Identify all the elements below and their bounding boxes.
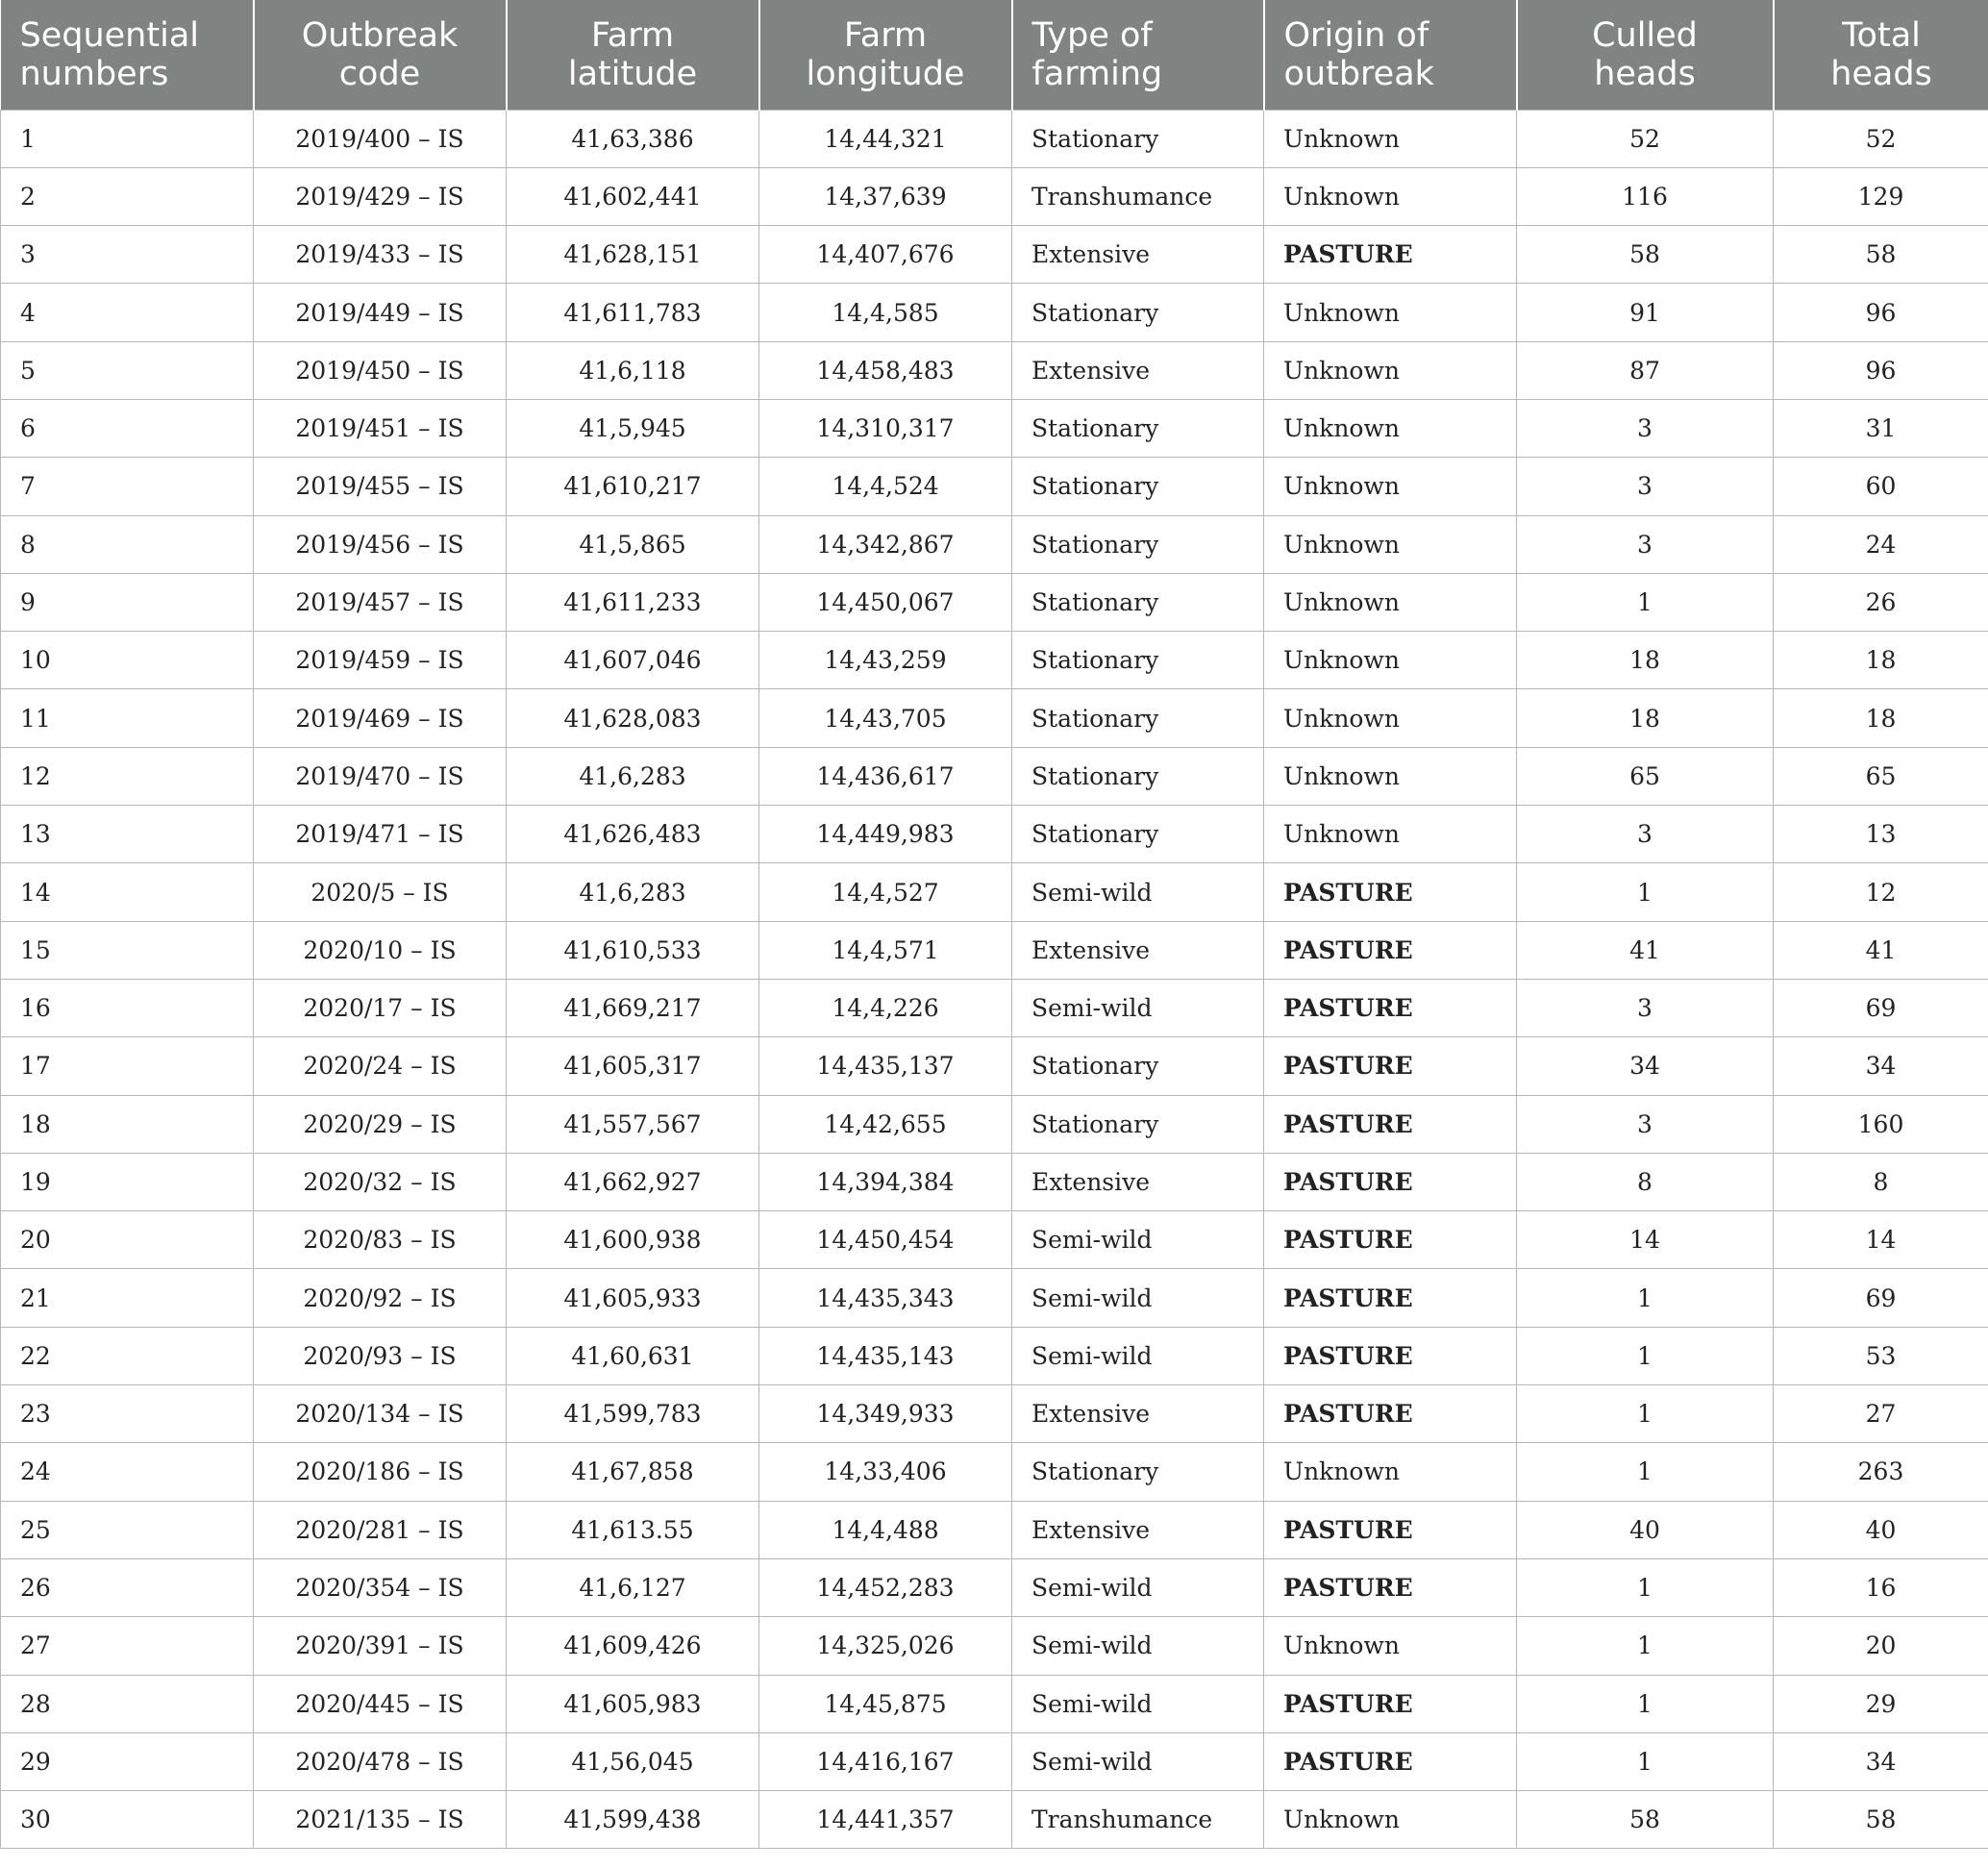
cell-origin-of-outbreak: Unknown (1264, 1617, 1517, 1675)
cell-farm-longitude: 14,325,026 (759, 1617, 1012, 1675)
cell-culled-heads: 1 (1517, 1443, 1774, 1501)
cell-origin-of-outbreak: PASTURE (1264, 1095, 1517, 1153)
table-row (1, 747, 1988, 805)
table-row (1, 110, 1988, 167)
cell-farm-latitude: 41,600,938 (507, 1211, 759, 1269)
cell-farm-latitude: 41,610,533 (507, 921, 759, 979)
cell-origin-of-outbreak: Unknown (1264, 1791, 1517, 1849)
cell-total-heads: 27 (1774, 1385, 1988, 1443)
cell-outbreak-code: 2021/135 – IS (254, 1791, 507, 1849)
cell-outbreak-code: 2020/29 – IS (254, 1095, 507, 1153)
cell-outbreak-code: 2020/83 – IS (254, 1211, 507, 1269)
cell-farm-latitude: 41,626,483 (507, 806, 759, 863)
cell-outbreak-code: 2020/93 – IS (254, 1327, 507, 1384)
cell-culled-heads: 34 (1517, 1037, 1774, 1095)
cell-sequential-number: 27 (1, 1617, 254, 1675)
cell-origin-of-outbreak: PASTURE (1264, 1037, 1517, 1095)
cell-farm-latitude: 41,60,631 (507, 1327, 759, 1384)
cell-total-heads: 58 (1774, 226, 1988, 284)
cell-farm-latitude: 41,628,083 (507, 689, 759, 747)
cell-origin-of-outbreak: Unknown (1264, 284, 1517, 341)
table-row (1, 515, 1988, 573)
cell-outbreak-code: 2020/10 – IS (254, 921, 507, 979)
cell-origin-of-outbreak: PASTURE (1264, 1385, 1517, 1443)
cell-total-heads: 14 (1774, 1211, 1988, 1269)
cell-culled-heads: 3 (1517, 806, 1774, 863)
cell-culled-heads: 1 (1517, 1269, 1774, 1327)
cell-sequential-number: 7 (1, 458, 254, 515)
cell-type-of-farming: Stationary (1012, 689, 1264, 747)
cell-outbreak-code: 2020/92 – IS (254, 1269, 507, 1327)
cell-origin-of-outbreak: PASTURE (1264, 979, 1517, 1036)
cell-type-of-farming: Stationary (1012, 573, 1264, 631)
cell-farm-latitude: 41,6,283 (507, 747, 759, 805)
cell-sequential-number: 1 (1, 110, 254, 167)
cell-farm-latitude: 41,662,927 (507, 1153, 759, 1210)
cell-farm-latitude: 41,611,233 (507, 573, 759, 631)
cell-outbreak-code: 2019/456 – IS (254, 515, 507, 573)
cell-farm-latitude: 41,599,783 (507, 1385, 759, 1443)
cell-origin-of-outbreak: PASTURE (1264, 226, 1517, 284)
cell-sequential-number: 15 (1, 921, 254, 979)
cell-total-heads: 18 (1774, 632, 1988, 689)
cell-total-heads: 20 (1774, 1617, 1988, 1675)
cell-farm-latitude: 41,67,858 (507, 1443, 759, 1501)
table-header (1, 0, 1988, 110)
cell-type-of-farming: Semi-wild (1012, 1617, 1264, 1675)
cell-type-of-farming: Extensive (1012, 1153, 1264, 1210)
cell-total-heads: 65 (1774, 747, 1988, 805)
cell-culled-heads: 1 (1517, 1732, 1774, 1790)
table-row (1, 1501, 1988, 1558)
cell-total-heads: 53 (1774, 1327, 1988, 1384)
cell-culled-heads: 1 (1517, 863, 1774, 921)
cell-farm-latitude: 41,5,945 (507, 399, 759, 457)
cell-farm-latitude: 41,6,118 (507, 341, 759, 399)
cell-sequential-number: 29 (1, 1732, 254, 1790)
cell-origin-of-outbreak: Unknown (1264, 110, 1517, 167)
cell-origin-of-outbreak: Unknown (1264, 515, 1517, 573)
cell-total-heads: 16 (1774, 1558, 1988, 1616)
cell-farm-latitude: 41,6,283 (507, 863, 759, 921)
cell-culled-heads: 8 (1517, 1153, 1774, 1210)
cell-farm-latitude: 41,605,983 (507, 1675, 759, 1732)
cell-outbreak-code: 2020/478 – IS (254, 1732, 507, 1790)
cell-culled-heads: 1 (1517, 1385, 1774, 1443)
cell-total-heads: 160 (1774, 1095, 1988, 1153)
cell-culled-heads: 1 (1517, 1558, 1774, 1616)
cell-culled-heads: 3 (1517, 458, 1774, 515)
cell-origin-of-outbreak: Unknown (1264, 341, 1517, 399)
cell-total-heads: 34 (1774, 1037, 1988, 1095)
cell-sequential-number: 26 (1, 1558, 254, 1616)
cell-farm-latitude: 41,56,045 (507, 1732, 759, 1790)
cell-farm-longitude: 14,42,655 (759, 1095, 1012, 1153)
cell-farm-longitude: 14,435,137 (759, 1037, 1012, 1095)
cell-origin-of-outbreak: Unknown (1264, 806, 1517, 863)
cell-culled-heads: 1 (1517, 1617, 1774, 1675)
cell-sequential-number: 21 (1, 1269, 254, 1327)
cell-farm-latitude: 41,609,426 (507, 1617, 759, 1675)
cell-outbreak-code: 2019/449 – IS (254, 284, 507, 341)
cell-type-of-farming: Transhumance (1012, 1791, 1264, 1849)
table-row (1, 1153, 1988, 1210)
column-header-type-of-farming: Type of farming (1012, 0, 1264, 110)
cell-sequential-number: 16 (1, 979, 254, 1036)
table-body (1, 110, 1988, 1849)
cell-total-heads: 60 (1774, 458, 1988, 515)
cell-farm-longitude: 14,310,317 (759, 399, 1012, 457)
cell-outbreak-code: 2020/186 – IS (254, 1443, 507, 1501)
cell-farm-longitude: 14,435,143 (759, 1327, 1012, 1384)
table-row (1, 1385, 1988, 1443)
cell-type-of-farming: Stationary (1012, 458, 1264, 515)
cell-sequential-number: 8 (1, 515, 254, 573)
cell-farm-latitude: 41,5,865 (507, 515, 759, 573)
cell-origin-of-outbreak: PASTURE (1264, 921, 1517, 979)
cell-farm-longitude: 14,394,384 (759, 1153, 1012, 1210)
header-row (1, 0, 1988, 110)
cell-culled-heads: 58 (1517, 226, 1774, 284)
cell-culled-heads: 87 (1517, 341, 1774, 399)
cell-origin-of-outbreak: Unknown (1264, 399, 1517, 457)
cell-culled-heads: 41 (1517, 921, 1774, 979)
cell-type-of-farming: Extensive (1012, 1501, 1264, 1558)
cell-outbreak-code: 2020/32 – IS (254, 1153, 507, 1210)
cell-type-of-farming: Stationary (1012, 632, 1264, 689)
cell-total-heads: 52 (1774, 110, 1988, 167)
cell-type-of-farming: Stationary (1012, 284, 1264, 341)
cell-total-heads: 31 (1774, 399, 1988, 457)
cell-total-heads: 96 (1774, 341, 1988, 399)
cell-sequential-number: 11 (1, 689, 254, 747)
cell-origin-of-outbreak: PASTURE (1264, 1501, 1517, 1558)
cell-sequential-number: 25 (1, 1501, 254, 1558)
cell-total-heads: 26 (1774, 573, 1988, 631)
cell-origin-of-outbreak: PASTURE (1264, 1732, 1517, 1790)
cell-sequential-number: 28 (1, 1675, 254, 1732)
cell-origin-of-outbreak: Unknown (1264, 689, 1517, 747)
cell-farm-longitude: 14,33,406 (759, 1443, 1012, 1501)
table-row (1, 573, 1988, 631)
cell-total-heads: 69 (1774, 979, 1988, 1036)
cell-total-heads: 41 (1774, 921, 1988, 979)
cell-culled-heads: 52 (1517, 110, 1774, 167)
cell-origin-of-outbreak: Unknown (1264, 167, 1517, 225)
cell-sequential-number: 20 (1, 1211, 254, 1269)
cell-total-heads: 13 (1774, 806, 1988, 863)
column-header-origin-of-outbreak: Origin of outbreak (1264, 0, 1517, 110)
cell-total-heads: 40 (1774, 1501, 1988, 1558)
cell-farm-longitude: 14,441,357 (759, 1791, 1012, 1849)
table-row (1, 863, 1988, 921)
cell-farm-longitude: 14,4,226 (759, 979, 1012, 1036)
column-header-farm-latitude: Farm latitude (507, 0, 759, 110)
cell-farm-longitude: 14,43,259 (759, 632, 1012, 689)
cell-culled-heads: 65 (1517, 747, 1774, 805)
cell-total-heads: 263 (1774, 1443, 1988, 1501)
table-row (1, 632, 1988, 689)
cell-culled-heads: 1 (1517, 1675, 1774, 1732)
table-row (1, 341, 1988, 399)
cell-type-of-farming: Semi-wild (1012, 1327, 1264, 1384)
cell-type-of-farming: Semi-wild (1012, 1558, 1264, 1616)
cell-sequential-number: 24 (1, 1443, 254, 1501)
cell-farm-latitude: 41,611,783 (507, 284, 759, 341)
cell-farm-longitude: 14,4,585 (759, 284, 1012, 341)
table-row (1, 1211, 1988, 1269)
cell-outbreak-code: 2020/134 – IS (254, 1385, 507, 1443)
cell-sequential-number: 6 (1, 399, 254, 457)
cell-farm-latitude: 41,602,441 (507, 167, 759, 225)
table-row (1, 1443, 1988, 1501)
cell-farm-longitude: 14,45,875 (759, 1675, 1012, 1732)
cell-total-heads: 58 (1774, 1791, 1988, 1849)
cell-total-heads: 8 (1774, 1153, 1988, 1210)
cell-sequential-number: 19 (1, 1153, 254, 1210)
table-row (1, 167, 1988, 225)
cell-farm-longitude: 14,450,067 (759, 573, 1012, 631)
cell-type-of-farming: Stationary (1012, 515, 1264, 573)
cell-outbreak-code: 2019/470 – IS (254, 747, 507, 805)
cell-outbreak-code: 2020/354 – IS (254, 1558, 507, 1616)
cell-type-of-farming: Extensive (1012, 921, 1264, 979)
cell-origin-of-outbreak: PASTURE (1264, 1153, 1517, 1210)
cell-total-heads: 12 (1774, 863, 1988, 921)
cell-type-of-farming: Stationary (1012, 1037, 1264, 1095)
cell-type-of-farming: Semi-wild (1012, 1211, 1264, 1269)
cell-culled-heads: 3 (1517, 979, 1774, 1036)
cell-type-of-farming: Extensive (1012, 1385, 1264, 1443)
cell-outbreak-code: 2019/451 – IS (254, 399, 507, 457)
column-header-sequential-numbers: Sequential numbers (1, 0, 254, 110)
cell-origin-of-outbreak: PASTURE (1264, 863, 1517, 921)
cell-type-of-farming: Semi-wild (1012, 1675, 1264, 1732)
cell-outbreak-code: 2020/17 – IS (254, 979, 507, 1036)
table-row (1, 1558, 1988, 1616)
cell-farm-latitude: 41,607,046 (507, 632, 759, 689)
cell-farm-longitude: 14,449,983 (759, 806, 1012, 863)
cell-culled-heads: 18 (1517, 632, 1774, 689)
cell-total-heads: 18 (1774, 689, 1988, 747)
cell-sequential-number: 14 (1, 863, 254, 921)
cell-farm-longitude: 14,436,617 (759, 747, 1012, 805)
cell-type-of-farming: Semi-wild (1012, 1269, 1264, 1327)
cell-sequential-number: 10 (1, 632, 254, 689)
cell-sequential-number: 30 (1, 1791, 254, 1849)
cell-type-of-farming: Stationary (1012, 1095, 1264, 1153)
cell-total-heads: 34 (1774, 1732, 1988, 1790)
cell-farm-longitude: 14,4,488 (759, 1501, 1012, 1558)
cell-culled-heads: 3 (1517, 1095, 1774, 1153)
cell-type-of-farming: Semi-wild (1012, 863, 1264, 921)
table-row (1, 1732, 1988, 1790)
cell-culled-heads: 1 (1517, 1327, 1774, 1384)
cell-sequential-number: 17 (1, 1037, 254, 1095)
cell-outbreak-code: 2020/391 – IS (254, 1617, 507, 1675)
cell-origin-of-outbreak: PASTURE (1264, 1269, 1517, 1327)
cell-sequential-number: 18 (1, 1095, 254, 1153)
cell-farm-longitude: 14,342,867 (759, 515, 1012, 573)
cell-type-of-farming: Stationary (1012, 747, 1264, 805)
cell-type-of-farming: Stationary (1012, 399, 1264, 457)
cell-farm-latitude: 41,6,127 (507, 1558, 759, 1616)
cell-culled-heads: 3 (1517, 515, 1774, 573)
cell-farm-latitude: 41,605,933 (507, 1269, 759, 1327)
table-row (1, 1675, 1988, 1732)
cell-type-of-farming: Stationary (1012, 806, 1264, 863)
cell-origin-of-outbreak: PASTURE (1264, 1327, 1517, 1384)
cell-farm-longitude: 14,43,705 (759, 689, 1012, 747)
table-row (1, 1037, 1988, 1095)
cell-farm-latitude: 41,669,217 (507, 979, 759, 1036)
cell-outbreak-code: 2019/450 – IS (254, 341, 507, 399)
cell-outbreak-code: 2019/429 – IS (254, 167, 507, 225)
cell-origin-of-outbreak: Unknown (1264, 458, 1517, 515)
cell-sequential-number: 3 (1, 226, 254, 284)
cell-type-of-farming: Stationary (1012, 1443, 1264, 1501)
cell-type-of-farming: Transhumance (1012, 167, 1264, 225)
cell-total-heads: 29 (1774, 1675, 1988, 1732)
table-row (1, 1095, 1988, 1153)
cell-origin-of-outbreak: Unknown (1264, 747, 1517, 805)
cell-farm-latitude: 41,63,386 (507, 110, 759, 167)
table-row (1, 1327, 1988, 1384)
cell-sequential-number: 23 (1, 1385, 254, 1443)
table-row (1, 284, 1988, 341)
cell-sequential-number: 12 (1, 747, 254, 805)
cell-outbreak-code: 2019/400 – IS (254, 110, 507, 167)
cell-outbreak-code: 2019/469 – IS (254, 689, 507, 747)
cell-origin-of-outbreak: Unknown (1264, 573, 1517, 631)
cell-total-heads: 96 (1774, 284, 1988, 341)
cell-outbreak-code: 2020/281 – IS (254, 1501, 507, 1558)
column-header-total-heads: Total heads (1774, 0, 1988, 110)
column-header-culled-heads: Culled heads (1517, 0, 1774, 110)
table-row (1, 921, 1988, 979)
cell-farm-longitude: 14,4,524 (759, 458, 1012, 515)
cell-culled-heads: 116 (1517, 167, 1774, 225)
cell-farm-longitude: 14,435,343 (759, 1269, 1012, 1327)
cell-outbreak-code: 2019/455 – IS (254, 458, 507, 515)
cell-sequential-number: 22 (1, 1327, 254, 1384)
table-row (1, 226, 1988, 284)
cell-outbreak-code: 2020/5 – IS (254, 863, 507, 921)
cell-origin-of-outbreak: PASTURE (1264, 1675, 1517, 1732)
cell-culled-heads: 91 (1517, 284, 1774, 341)
cell-culled-heads: 18 (1517, 689, 1774, 747)
cell-type-of-farming: Extensive (1012, 341, 1264, 399)
cell-outbreak-code: 2019/459 – IS (254, 632, 507, 689)
table-row (1, 1269, 1988, 1327)
cell-farm-longitude: 14,4,571 (759, 921, 1012, 979)
cell-culled-heads: 3 (1517, 399, 1774, 457)
cell-origin-of-outbreak: PASTURE (1264, 1558, 1517, 1616)
cell-total-heads: 69 (1774, 1269, 1988, 1327)
cell-farm-longitude: 14,450,454 (759, 1211, 1012, 1269)
cell-outbreak-code: 2019/457 – IS (254, 573, 507, 631)
cell-type-of-farming: Stationary (1012, 110, 1264, 167)
cell-farm-latitude: 41,628,151 (507, 226, 759, 284)
cell-farm-longitude: 14,416,167 (759, 1732, 1012, 1790)
cell-outbreak-code: 2020/445 – IS (254, 1675, 507, 1732)
column-header-outbreak-code: Outbreak code (254, 0, 507, 110)
cell-farm-latitude: 41,605,317 (507, 1037, 759, 1095)
cell-farm-latitude: 41,613.55 (507, 1501, 759, 1558)
table-row (1, 1617, 1988, 1675)
table-row (1, 689, 1988, 747)
table-row (1, 806, 1988, 863)
column-header-farm-longitude: Farm longitude (759, 0, 1012, 110)
cell-culled-heads: 14 (1517, 1211, 1774, 1269)
cell-farm-latitude: 41,610,217 (507, 458, 759, 515)
cell-type-of-farming: Semi-wild (1012, 979, 1264, 1036)
table-row (1, 458, 1988, 515)
cell-culled-heads: 1 (1517, 573, 1774, 631)
cell-outbreak-code: 2020/24 – IS (254, 1037, 507, 1095)
cell-culled-heads: 40 (1517, 1501, 1774, 1558)
cell-sequential-number: 13 (1, 806, 254, 863)
cell-type-of-farming: Semi-wild (1012, 1732, 1264, 1790)
table-row (1, 979, 1988, 1036)
cell-origin-of-outbreak: Unknown (1264, 632, 1517, 689)
cell-total-heads: 24 (1774, 515, 1988, 573)
cell-farm-longitude: 14,349,933 (759, 1385, 1012, 1443)
cell-farm-longitude: 14,458,483 (759, 341, 1012, 399)
cell-farm-latitude: 41,599,438 (507, 1791, 759, 1849)
cell-type-of-farming: Extensive (1012, 226, 1264, 284)
cell-farm-latitude: 41,557,567 (507, 1095, 759, 1153)
cell-sequential-number: 2 (1, 167, 254, 225)
cell-farm-longitude: 14,4,527 (759, 863, 1012, 921)
cell-farm-longitude: 14,407,676 (759, 226, 1012, 284)
cell-origin-of-outbreak: PASTURE (1264, 1211, 1517, 1269)
cell-farm-longitude: 14,452,283 (759, 1558, 1012, 1616)
cell-culled-heads: 58 (1517, 1791, 1774, 1849)
table-row (1, 399, 1988, 457)
cell-farm-longitude: 14,37,639 (759, 167, 1012, 225)
cell-farm-longitude: 14,44,321 (759, 110, 1012, 167)
cell-total-heads: 129 (1774, 167, 1988, 225)
cell-sequential-number: 9 (1, 573, 254, 631)
cell-origin-of-outbreak: Unknown (1264, 1443, 1517, 1501)
cell-sequential-number: 4 (1, 284, 254, 341)
table-row (1, 1791, 1988, 1849)
cell-sequential-number: 5 (1, 341, 254, 399)
cell-outbreak-code: 2019/471 – IS (254, 806, 507, 863)
cell-outbreak-code: 2019/433 – IS (254, 226, 507, 284)
